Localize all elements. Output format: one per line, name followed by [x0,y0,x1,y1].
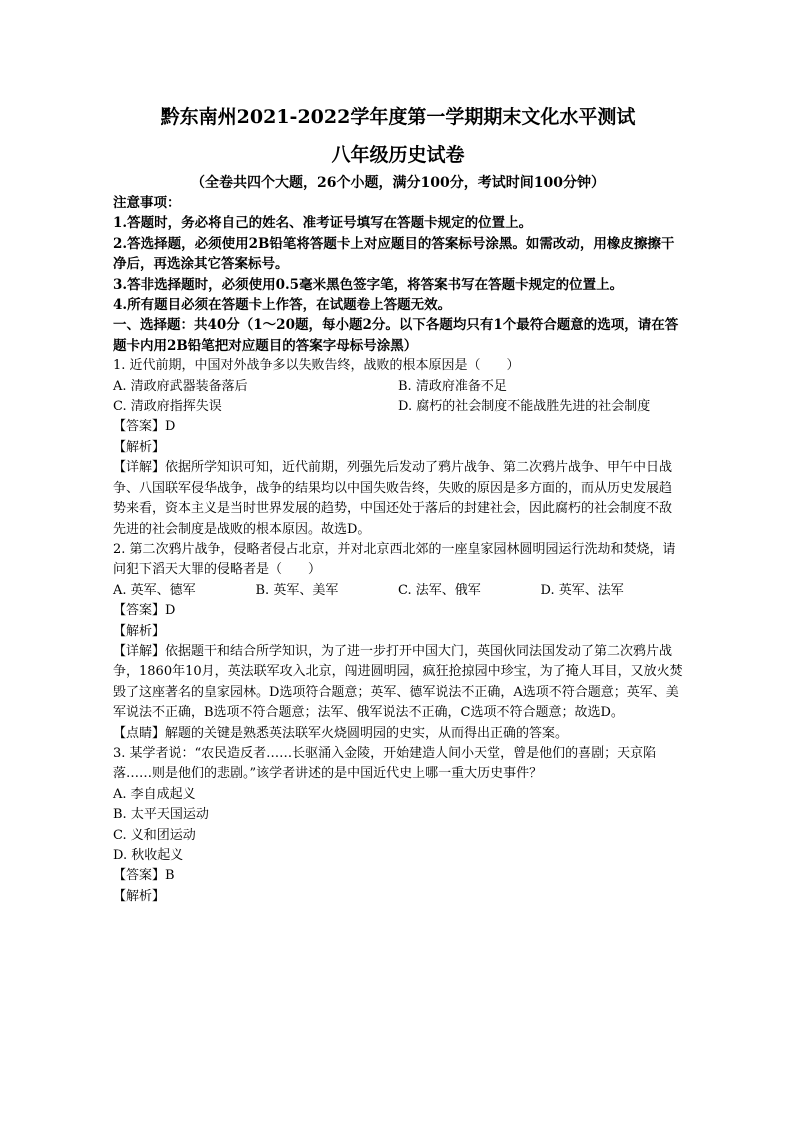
comment-text: 【点睛】解题的关键是熟悉英法联军火烧圆明园的史实，从而得出正确的答案。 [113,725,569,741]
option-c: C. 法军、俄军 [398,582,481,598]
note-item: 1.答题时，务必将自己的姓名、准考证号填写在答题卡规定的位置上。 [113,215,533,232]
option-d: D. 腐朽的社会制度不能战胜先进的社会制度 [398,399,651,415]
detail-text: 【详解】依据题干和结合所学知识，为了进一步打开中国大门，英国伙同法国发动了第二次鸦片战争，1860年10月，英法联军攻入北京，闯进圆明园，疯狂抢掠园中珍宝，为了掩人耳目，又放火焚毁了这座著名的皇家园林。D选项符合题意；英军、德军说法不正确，A选项不符合题意；英军、美军说法不正确，B选项不符合题意；法军、俄军说法不正确，C选项不符合题意；故选D。 [113,643,683,721]
option-d: D. 英军、法军 [540,582,624,598]
option-a: A. 李自成起义 [113,786,196,802]
exam-page [113,100,683,907]
notes-heading: 注意事项： [113,195,181,211]
option-c: C. 清政府指挥失误 [113,399,222,415]
option-a: A. 英军、德军 [113,582,196,598]
option-b: B. 英军、美军 [255,582,339,598]
question-options [113,581,683,601]
option-b: B. 清政府准备不足 [398,378,507,394]
option-c: C. 义和团运动 [113,827,196,843]
note-item: 4.所有题目必须在答题卡上作答，在试题卷上答题无效。 [113,297,452,314]
section-heading: 一、选择题：共40分（1～20题，每小题2分。以下各题均只有1个最符合题意的选项，请在答题卡内用2B铅笔把对应题目的答案字母标号涂黑） [113,317,679,354]
answer-line: 【答案】D [113,603,176,619]
question-stem: 1. 近代前期，中国对外战争多以失败告终，战败的根本原因是（ ） [113,358,520,374]
option-a: A. 清政府武器装备落后 [113,378,248,394]
option-b: B. 太平天国运动 [113,807,209,823]
analysis-label: 【解析】 [113,439,166,455]
analysis-label: 【解析】 [113,623,166,639]
detail-text: 【详解】依据所学知识可知，近代前期，列强先后发动了鸦片战争、第二次鸦片战争、甲午中日战争、八国联军侵华战争，战争的结果均以中国失败告终，失败的原因是多方面的，而从历史发展趋势来看，资本主义是当时世界发展的趋势，中国还处于落后的封建社会，因此腐朽的社会制度不敌先进的社会制度是战败的根本原因。故选D。 [113,460,673,537]
exam-info: （全卷共四个大题，26个小题，满分100分，考试时间100分钟） [191,175,605,191]
answer-line: 【答案】D [113,419,176,435]
option-d: D. 秋收起义 [113,848,184,863]
exam-title: 黔东南州2021-2022学年度第一学期期末文化水平测试 [160,106,636,128]
answer-line: 【答案】B [113,868,175,884]
analysis-label: 【解析】 [113,888,166,904]
question-options [113,377,683,418]
exam-subtitle: 八年级历史试卷 [331,144,465,166]
note-item: 3.答非选择题时，必须使用0.5毫米黑色签字笔，将答案书写在答题卡规定的位置上。 [113,276,624,293]
question-stem: 3. 某学者说：“农民造反者……长驱涌入金陵，开始建造人间小天堂，曾是他们的喜剧；天京陷落……则是他们的悲剧。”该学者讲述的是中国近代史上哪一重大历史事件？ [113,745,657,782]
note-item: 2.答选择题，必须使用2B铅笔将答题卡上对应题目的答案标号涂黑。如需改动，用橡皮擦擦干净后，再选涂其它答案标号。 [113,235,675,273]
question-stem: 2. 第二次鸦片战争，侵略者侵占北京，并对北京西北郊的一座皇家园林圆明园运行洗劫和焚烧，请问犯下滔天大罪的侵略者是（ ） [113,541,676,578]
